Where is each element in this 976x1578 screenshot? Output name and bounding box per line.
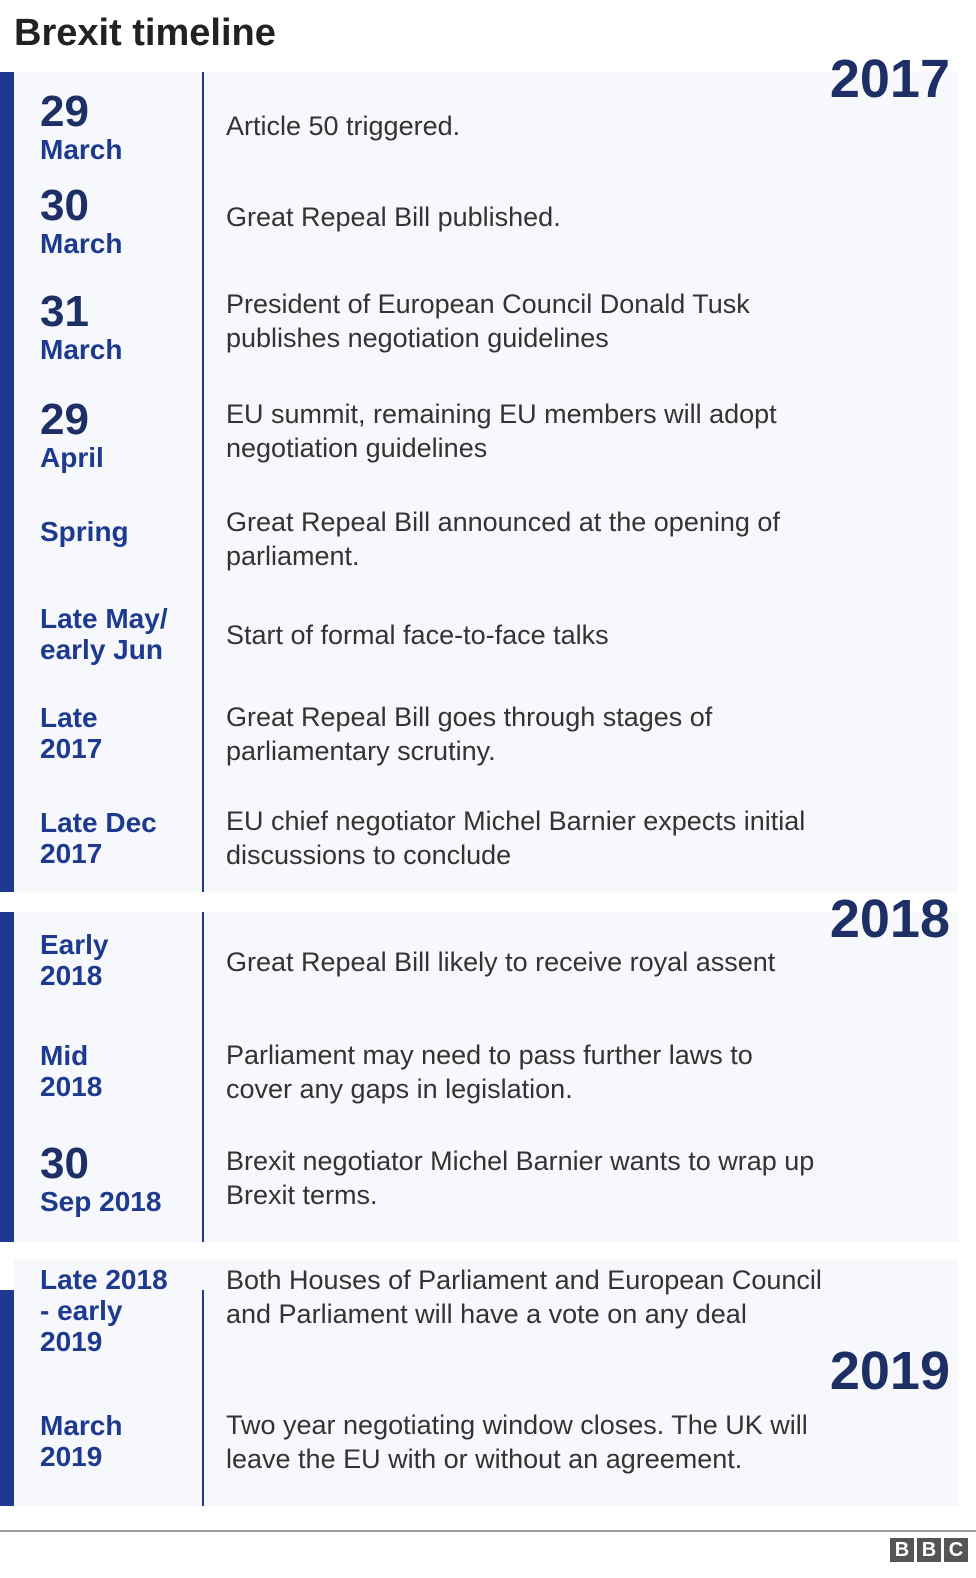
entry-day: 29 xyxy=(40,87,89,136)
entry-month: Sep 2018 xyxy=(40,1186,162,1217)
entry-description: Start of formal face-to-face talks xyxy=(226,620,609,650)
footer-divider xyxy=(0,1530,976,1532)
entry-description: President of European Council Donald Tusk publishes negotiation guidelines xyxy=(226,289,750,353)
entry-day: 30 xyxy=(40,181,89,230)
entry-date: March 2019 xyxy=(40,1410,123,1472)
entry-date xyxy=(40,1139,162,1217)
section-2019-divider xyxy=(202,1290,204,1506)
entry-date: Late 2017 xyxy=(40,702,103,764)
section-2017-bar xyxy=(0,72,14,892)
entry-date: Late 2018 - early 2019 xyxy=(40,1264,168,1357)
entry-description: Two year negotiating window closes. The UK will leave the EU with or without an agreement. xyxy=(226,1410,808,1474)
section-2019-bar xyxy=(0,1290,14,1506)
year-2019: 2019 xyxy=(829,1341,950,1401)
entry-date: Late May/ early Jun xyxy=(40,603,168,665)
entry-description: Great Repeal Bill announced at the opening of parliament. xyxy=(226,507,780,571)
entry-date: Late Dec 2017 xyxy=(40,807,157,869)
entry-description: Great Repeal Bill published. xyxy=(226,202,561,232)
entry-date xyxy=(40,395,104,473)
entry-day: 30 xyxy=(40,1139,89,1188)
section-2017 xyxy=(14,72,958,892)
entry-date xyxy=(40,287,123,365)
entry-month: March xyxy=(40,334,123,365)
entry-day: 31 xyxy=(40,287,89,336)
bbc-logo-block: B xyxy=(890,1538,914,1562)
entry-month: April xyxy=(40,442,104,473)
entry-date xyxy=(40,181,123,259)
entry-date: Early 2018 xyxy=(40,929,109,991)
entry-description: EU summit, remaining EU members will adopt negotiation guidelines xyxy=(226,399,777,463)
entry-date: Spring xyxy=(40,516,129,547)
bbc-logo xyxy=(890,1538,968,1562)
section-2017-divider xyxy=(202,72,204,892)
entry-date xyxy=(40,87,123,165)
entry-month: March xyxy=(40,228,123,259)
bbc-logo-block: B xyxy=(917,1538,941,1562)
section-2018-divider xyxy=(202,912,204,1242)
page-title: Brexit timeline xyxy=(14,12,276,54)
entry-month: March xyxy=(40,134,123,165)
entry-description: Brexit negotiator Michel Barnier wants to wrap up Brexit terms. xyxy=(226,1146,815,1210)
entry-description: Great Repeal Bill goes through stages of parliamentary scrutiny. xyxy=(226,702,713,766)
year-2018: 2018 xyxy=(829,889,950,949)
entry-date: Mid 2018 xyxy=(40,1040,103,1102)
year-2017: 2017 xyxy=(829,49,950,109)
section-2018-bar xyxy=(0,912,14,1242)
bbc-logo-block: C xyxy=(944,1538,968,1562)
entry-description: Both Houses of Parliament and European Council and Parliament will have a vote on any deal xyxy=(226,1265,822,1329)
entry-description: Parliament may need to pass further laws to cover any gaps in legislation. xyxy=(226,1040,753,1104)
entry-description: EU chief negotiator Michel Barnier expects initial discussions to conclude xyxy=(226,806,806,870)
entry-day: 29 xyxy=(40,395,89,444)
entry-description: Article 50 triggered. xyxy=(226,111,461,141)
entry-description: Great Repeal Bill likely to receive royal assent xyxy=(226,947,776,977)
